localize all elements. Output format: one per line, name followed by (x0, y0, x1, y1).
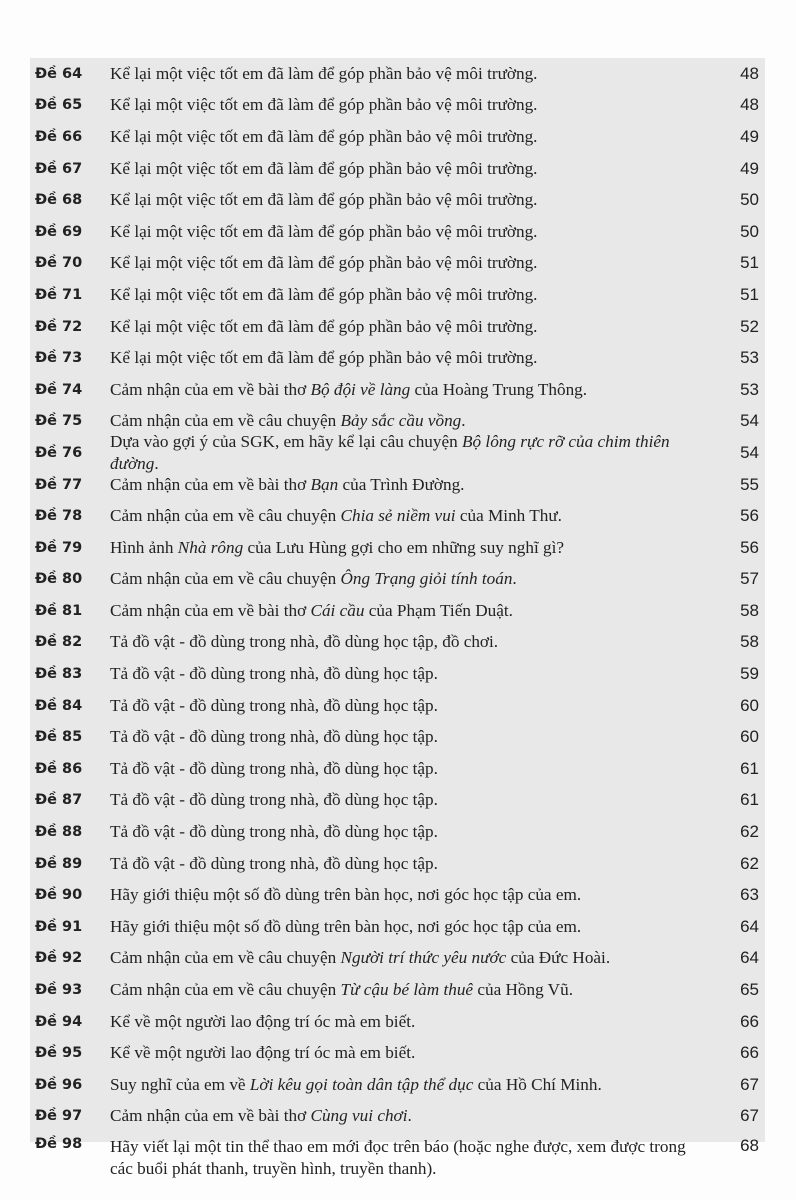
toc-entry-title (110, 189, 717, 211)
toc-entry-page-number: 62 (740, 822, 759, 842)
toc-entry-label: Đề 79 (35, 539, 83, 556)
toc-entry-label: Đề 66 (35, 128, 83, 145)
toc-entry-title-text: Kể lại một việc tốt em đã làm để góp phần bảo vệ môi trường. (110, 253, 538, 273)
toc-entry-title-italic: Nhà rông (177, 537, 244, 557)
toc-entry[interactable] (30, 1101, 765, 1133)
toc-entry-label: Đề 67 (35, 160, 83, 177)
toc-entry-title-italic: Cùng vui chơi (310, 1106, 408, 1126)
toc-entry[interactable] (30, 564, 765, 596)
toc-entry[interactable] (30, 1132, 765, 1188)
toc-entry-page-number: 51 (740, 253, 759, 273)
toc-entry-title-text: Tả đồ vật - đồ dùng trong nhà, đồ dùng học tập, đồ chơi. (110, 632, 499, 652)
toc-entry-title-text: Hãy viết lại một tin thể thao em mới đọc trên báo (hoặc nghe được, xem được trong các buổi phát thanh, truyền hình, truyền thanh). (110, 1137, 686, 1179)
toc-entry-title-text: Dựa vào gợi ý của SGK, em hãy kể lại câu chuyện (110, 431, 463, 451)
toc-entry-page-number: 54 (740, 411, 759, 431)
toc-entry-page-number: 48 (740, 63, 759, 83)
toc-entry-page-number: 68 (740, 1136, 759, 1156)
toc-entry-title-text: Cảm nhận của em về bài thơ (110, 1106, 311, 1126)
toc-entry-page-number: 53 (740, 379, 759, 399)
toc-entry-label: Đề 64 (35, 65, 83, 82)
toc-entry[interactable] (30, 184, 765, 216)
toc-entry-page-number: 61 (740, 790, 759, 810)
toc-entry-label: Đề 88 (35, 824, 83, 841)
toc-entry-label: Đề 77 (35, 476, 83, 493)
toc-entry-title (110, 1042, 717, 1064)
toc-entry-title-text: Kể về một người lao động trí óc mà em biết. (110, 1011, 416, 1031)
toc-entry-title-text: Tả đồ vật - đồ dùng trong nhà, đồ dùng học tập. (110, 695, 438, 715)
toc-entry-title (110, 884, 717, 906)
toc-entry-title-text: Kể lại một việc tốt em đã làm để góp phần bảo vệ môi trường. (110, 126, 538, 146)
toc-entry-page-number: 67 (740, 1106, 759, 1126)
toc-entry[interactable] (30, 248, 765, 280)
toc-entry-label: Đề 80 (35, 571, 83, 588)
toc-entry-page-number: 50 (740, 221, 759, 241)
toc-entry-label: Đề 72 (35, 318, 83, 335)
toc-entry[interactable] (30, 816, 765, 848)
toc-entry[interactable] (30, 153, 765, 185)
toc-entry-label: Đề 73 (35, 350, 83, 367)
toc-entry-title-text: Kể lại một việc tốt em đã làm để góp phần bảo vệ môi trường. (110, 284, 538, 304)
toc-entry-title-text: Tả đồ vật - đồ dùng trong nhà, đồ dùng học tập. (110, 822, 438, 842)
toc-entry[interactable] (30, 753, 765, 785)
toc-entry-title (110, 221, 717, 243)
toc-entry[interactable] (30, 943, 765, 975)
toc-entry-label: Đề 68 (35, 192, 83, 209)
toc-entry-label: Đề 97 (35, 1108, 83, 1125)
toc-entry-title-text: Hãy giới thiệu một số đồ dùng trên bàn học, nơi góc học tập của em. (110, 916, 582, 936)
toc-entry-page-number: 55 (740, 474, 759, 494)
toc-entry-title (110, 1136, 717, 1180)
toc-entry-title (110, 600, 717, 622)
toc-entry-label: Đề 93 (35, 982, 83, 999)
toc-entry[interactable] (30, 911, 765, 943)
toc-entry-label: Đề 76 (35, 444, 83, 461)
toc-entry-title-italic: Lời kêu gọi toàn dân tập thể dục (249, 1074, 474, 1094)
toc-entry[interactable] (30, 374, 765, 406)
toc-entry-title-text: Kể về một người lao động trí óc mà em biết. (110, 1043, 416, 1063)
toc-entry-label: Đề 95 (35, 1045, 83, 1062)
toc-entry[interactable] (30, 658, 765, 690)
toc-entry-label: Đề 82 (35, 634, 83, 651)
toc-entry[interactable] (30, 500, 765, 532)
toc-entry-title-italic: Chia sẻ niềm vui (340, 506, 456, 526)
toc-entry-title (110, 1011, 717, 1033)
toc-entry-title-text: của Lưu Hùng gợi cho em những suy nghĩ gì? (243, 537, 565, 557)
toc-entry-title-text: của Đức Hoài. (506, 948, 611, 968)
toc-entry-page-number: 66 (740, 1011, 759, 1031)
toc-entry[interactable] (30, 785, 765, 817)
toc-entry[interactable] (30, 1069, 765, 1101)
toc-entry-title-text: Kể lại một việc tốt em đã làm để góp phần bảo vệ môi trường. (110, 63, 538, 83)
toc-entry-title (110, 631, 717, 653)
toc-entry-title-text: Cảm nhận của em về câu chuyện (110, 948, 341, 968)
toc-entry-title-text: Kể lại một việc tốt em đã làm để góp phần bảo vệ môi trường. (110, 190, 538, 210)
toc-entry-page-number: 57 (740, 569, 759, 589)
toc-entry[interactable] (30, 721, 765, 753)
toc-entry-title (110, 252, 717, 274)
toc-entry[interactable] (30, 342, 765, 374)
toc-entry-page-number: 65 (740, 980, 759, 1000)
toc-entry-title-text: . (461, 411, 466, 431)
toc-entry-title-text: Cảm nhận của em về câu chuyện (110, 506, 341, 526)
toc-entry-page-number: 53 (740, 348, 759, 368)
toc-entry-title-text: Tả đồ vật - đồ dùng trong nhà, đồ dùng học tập. (110, 664, 438, 684)
toc-entry[interactable] (30, 879, 765, 911)
toc-entry-title-italic: Ông Trạng giỏi tính toán (340, 569, 513, 589)
toc-entry-title-text: . (407, 1106, 412, 1126)
toc-entry[interactable] (30, 90, 765, 122)
toc-entry-page-number: 50 (740, 190, 759, 210)
toc-entry-title (110, 979, 717, 1001)
toc-entry-page-number: 62 (740, 853, 759, 873)
toc-entry-label: Đề 74 (35, 381, 83, 398)
toc-entry-title-italic: Bộ đội về làng (310, 379, 411, 399)
toc-entry-label: Đề 69 (35, 223, 83, 240)
toc-entry-title-italic: Bảy sắc cầu vồng (340, 411, 462, 431)
toc-entry[interactable] (30, 1006, 765, 1038)
toc-entry-page-number: 66 (740, 1043, 759, 1063)
toc-entry[interactable] (30, 848, 765, 880)
toc-entry-title-text: . (154, 453, 159, 473)
toc-entry-page-number: 51 (740, 284, 759, 304)
toc-entry-title (110, 63, 717, 85)
toc-entry-title-text: của Hoàng Trung Thông. (410, 379, 588, 399)
toc-entry-page-number: 49 (740, 158, 759, 178)
toc-entry-label: Đề 81 (35, 602, 83, 619)
toc-entry-title (110, 158, 717, 180)
toc-entry-page-number: 49 (740, 126, 759, 146)
toc-entry-title-text: của Trình Đường. (338, 474, 465, 494)
toc-entry-page-number: 48 (740, 95, 759, 115)
toc-entry[interactable] (30, 469, 765, 501)
toc-entry-label: Đề 87 (35, 792, 83, 809)
toc-entry-title-text: Hình ảnh (110, 537, 178, 557)
toc-entry-title-text: Tả đồ vật - đồ dùng trong nhà, đồ dùng học tập. (110, 727, 438, 747)
toc-entry[interactable] (30, 121, 765, 153)
toc-entry-title (110, 410, 717, 432)
toc-entry-label: Đề 91 (35, 918, 83, 935)
toc-entry-label: Đề 70 (35, 255, 83, 272)
toc-entry-title (110, 789, 717, 811)
toc-entry-label: Đề 75 (35, 413, 83, 430)
toc-entry-label: Đề 94 (35, 1013, 83, 1030)
toc-entry[interactable] (30, 532, 765, 564)
toc-entry-title-text: Cảm nhận của em về bài thơ (110, 474, 311, 494)
toc-entry-title-text: Tả đồ vật - đồ dùng trong nhà, đồ dùng học tập. (110, 853, 438, 873)
toc-entry[interactable] (30, 431, 765, 473)
toc-entry-title (110, 726, 717, 748)
toc-entry-label: Đề 83 (35, 666, 83, 683)
toc-entry-title-text: Hãy giới thiệu một số đồ dùng trên bàn học, nơi góc học tập của em. (110, 885, 582, 905)
table-of-contents (30, 58, 765, 1188)
toc-entry-title (110, 853, 717, 875)
toc-entry-title (110, 94, 717, 116)
toc-entry-title-text: Suy nghĩ của em về (110, 1074, 250, 1094)
toc-entry-title (110, 695, 717, 717)
toc-entry-page-number: 52 (740, 316, 759, 336)
toc-entry-title-text: của Hồ Chí Minh. (473, 1074, 602, 1094)
toc-entry[interactable] (30, 627, 765, 659)
toc-entry-label: Đề 98 (35, 1136, 83, 1153)
toc-entry[interactable] (30, 1037, 765, 1069)
toc-entry-title (110, 758, 717, 780)
toc-entry-title (110, 916, 717, 938)
toc-entry-title (110, 1074, 717, 1096)
toc-entry-page-number: 59 (740, 664, 759, 684)
toc-entry[interactable] (30, 58, 765, 90)
toc-entry-page-number: 60 (740, 695, 759, 715)
toc-entry-title-italic: Từ cậu bé làm thuê (340, 980, 474, 1000)
toc-entry-page-number: 54 (740, 442, 759, 462)
toc-entry[interactable] (30, 595, 765, 627)
toc-entry-title-text: Cảm nhận của em về câu chuyện (110, 569, 341, 589)
toc-entry-title-italic: Bạn (310, 474, 339, 494)
toc-entry-title-text: Tả đồ vật - đồ dùng trong nhà, đồ dùng học tập. (110, 758, 438, 778)
toc-entry-label: Đề 84 (35, 697, 83, 714)
toc-entry-label: Đề 65 (35, 97, 83, 114)
toc-entry-title (110, 568, 717, 590)
toc-entry-label: Đề 71 (35, 286, 83, 303)
toc-entry-title-text: Tả đồ vật - đồ dùng trong nhà, đồ dùng học tập. (110, 790, 438, 810)
toc-entry-title-text: Cảm nhận của em về câu chuyện (110, 980, 341, 1000)
toc-entry-title (110, 663, 717, 685)
toc-entry-page-number: 64 (740, 916, 759, 936)
toc-entry[interactable] (30, 279, 765, 311)
toc-entry-label: Đề 78 (35, 508, 83, 525)
toc-entry-title (110, 537, 717, 559)
toc-entry-page-number: 58 (740, 632, 759, 652)
toc-entry-page-number: 64 (740, 948, 759, 968)
toc-entry-page-number: 58 (740, 600, 759, 620)
toc-entry-title-text: Cảm nhận của em về câu chuyện (110, 411, 341, 431)
toc-entry-label: Đề 85 (35, 729, 83, 746)
toc-entry-title (110, 474, 717, 496)
toc-entry-label: Đề 89 (35, 855, 83, 872)
toc-entry-page-number: 61 (740, 758, 759, 778)
toc-entry-title (110, 126, 717, 148)
toc-entry[interactable] (30, 974, 765, 1006)
toc-entry-title-text: của Phạm Tiến Duật. (364, 600, 513, 620)
toc-entry-label: Đề 96 (35, 1076, 83, 1093)
toc-entry[interactable] (30, 690, 765, 722)
toc-entry-page-number: 63 (740, 885, 759, 905)
toc-entry-title-text: Kể lại một việc tốt em đã làm để góp phần bảo vệ môi trường. (110, 316, 538, 336)
toc-entry-title (110, 505, 717, 527)
toc-entry-title (110, 821, 717, 843)
toc-entry-title (110, 347, 717, 369)
toc-entry-title (110, 379, 717, 401)
toc-entry-title (110, 316, 717, 338)
toc-entry[interactable] (30, 216, 765, 248)
toc-entry-page-number: 67 (740, 1074, 759, 1094)
toc-entry-title-text: của Minh Thư. (455, 506, 562, 526)
toc-entry[interactable] (30, 311, 765, 343)
toc-entry-title-italic: Người trí thức yêu nước (340, 948, 507, 968)
toc-entry-label: Đề 92 (35, 950, 83, 967)
toc-entry-title-italic: Cái cầu (310, 600, 365, 620)
toc-entry-page-number: 56 (740, 506, 759, 526)
toc-entry-title-italic: Bộ lông rực rỡ của chim thiên đường (110, 431, 670, 473)
toc-entry-page-number: 56 (740, 537, 759, 557)
toc-entry-label: Đề 90 (35, 887, 83, 904)
toc-entry-title (110, 284, 717, 306)
toc-entry-title-text: Kể lại một việc tốt em đã làm để góp phần bảo vệ môi trường. (110, 158, 538, 178)
toc-entry-title-text: Cảm nhận của em về bài thơ (110, 379, 311, 399)
toc-entry-title (110, 947, 717, 969)
toc-entry-title-text: . (512, 569, 517, 589)
toc-entry-title-text: Cảm nhận của em về bài thơ (110, 600, 311, 620)
toc-entry-page-number: 60 (740, 727, 759, 747)
toc-entry-title-text: Kể lại một việc tốt em đã làm để góp phần bảo vệ môi trường. (110, 95, 538, 115)
toc-entry-label: Đề 86 (35, 760, 83, 777)
toc-entry-title-text: của Hồng Vũ. (473, 980, 573, 1000)
toc-entry-title-text: Kể lại một việc tốt em đã làm để góp phần bảo vệ môi trường. (110, 221, 538, 241)
toc-entry-title (110, 1105, 717, 1127)
toc-entry-title-text: Kể lại một việc tốt em đã làm để góp phần bảo vệ môi trường. (110, 348, 538, 368)
